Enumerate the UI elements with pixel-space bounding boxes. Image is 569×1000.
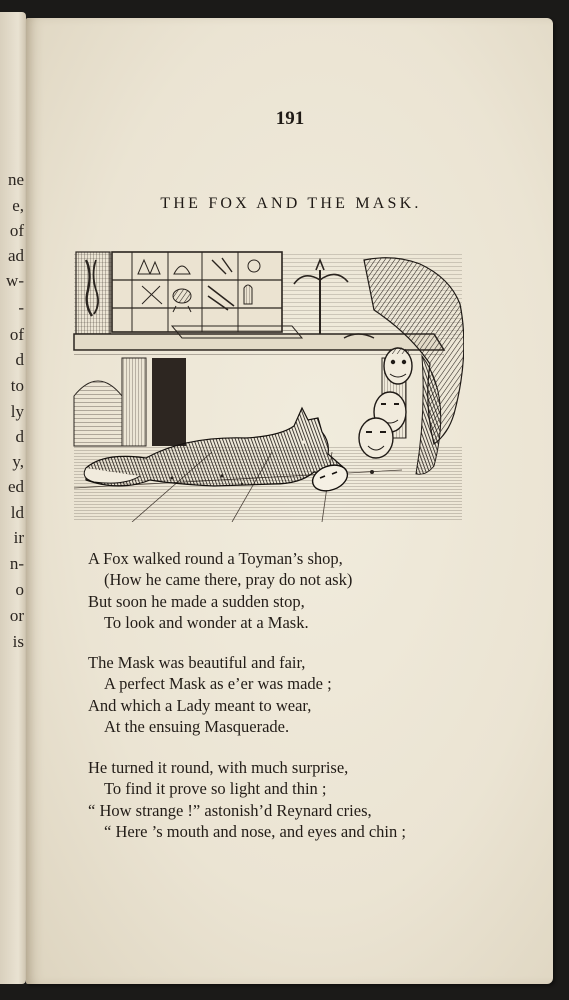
facing-page-fragment: ly	[10, 402, 24, 421]
facing-page-fragment: is	[12, 632, 24, 651]
stanza-3	[88, 757, 528, 842]
verse-line: He turned it round, with much surprise,	[88, 758, 349, 777]
verse-line: At the ensuing Masquerade.	[104, 716, 290, 736]
facing-page-fragment: of	[9, 221, 24, 240]
facing-page-fragment: o	[15, 580, 24, 599]
facing-page-fragment: ed	[7, 477, 24, 496]
facing-page-fragment: y,	[12, 452, 24, 471]
verse-line: A perfect Mask as e’er was made ;	[104, 674, 332, 694]
facing-page-fragment: ne	[7, 170, 24, 189]
page-number: 191	[275, 108, 305, 129]
verse-line: The Mask was beautiful and fair,	[88, 653, 306, 672]
fox-and-mask-engraving	[72, 246, 464, 522]
verse-line: And which a Lady meant to wear,	[88, 695, 312, 715]
facing-page-fragment: ad	[7, 246, 24, 265]
facing-page-fragment: to	[10, 376, 24, 395]
verse-line: To find it prove so light and thin ;	[104, 779, 327, 799]
verse-line: “ Here ’s mouth and nose, and eyes and chin ;	[104, 821, 406, 841]
verse-line: “ How strange !” astonish’d Reynard cries,	[88, 800, 372, 820]
verse-line: But soon he made a sudden stop,	[88, 591, 305, 611]
facing-page-fragment: of	[9, 325, 24, 344]
verse-line: To look and wonder at a Mask.	[104, 612, 309, 632]
facing-page-fragment: or	[9, 606, 24, 625]
facing-page-fragment: -	[18, 298, 24, 317]
facing-page-fragment: w-	[6, 271, 24, 290]
book-page	[26, 18, 553, 984]
facing-page-edge	[0, 12, 26, 984]
stanza-1	[88, 548, 528, 633]
facing-page-fragment: d	[15, 350, 24, 369]
facing-page-fragment: d	[15, 427, 24, 446]
masks-group	[359, 347, 412, 458]
verse-line: A Fox walked round a Toyman’s shop,	[88, 549, 343, 568]
verse-line: (How he came there, pray do not ask)	[104, 570, 353, 590]
facing-page-fragment: n-	[9, 554, 24, 573]
poem-title: THE FOX AND THE MASK.	[160, 195, 422, 212]
facing-page-fragment: ld	[10, 503, 24, 522]
facing-page-fragment: e,	[12, 196, 24, 215]
stanza-2	[88, 652, 528, 737]
facing-page-fragment: ir	[13, 528, 24, 547]
